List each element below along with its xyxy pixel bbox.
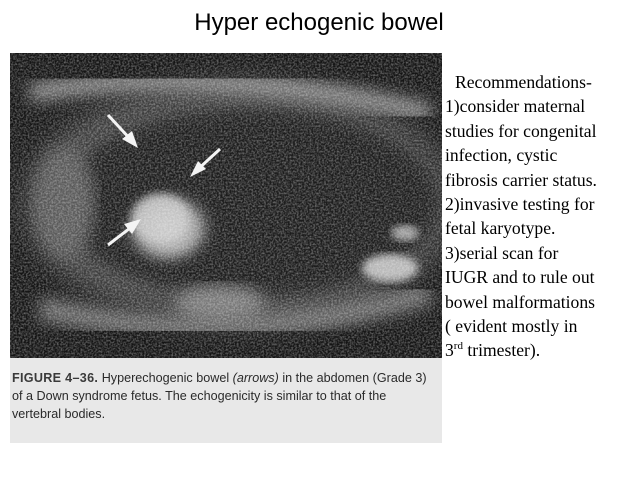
recommendation-line: fetal karyotype.: [445, 218, 556, 239]
recommendation-line: 1)consider maternal: [445, 96, 586, 117]
ultrasound-image: [10, 53, 442, 358]
trimester-text: trimester).: [462, 340, 541, 361]
recommendation-line: studies for congenital: [445, 120, 597, 141]
recommendation-line: ( evident mostly in: [445, 316, 578, 337]
recommendation-line: bowel malformations: [445, 291, 596, 312]
recommendations-text: [445, 70, 635, 363]
recommendation-line: IUGR and to rule out: [445, 267, 595, 288]
ordinal-number: 3: [445, 340, 454, 361]
recommendation-line: 3)serial scan for: [445, 242, 559, 263]
recommendation-line: fibrosis carrier status.: [445, 169, 597, 190]
recommendation-line: 2)invasive testing for: [445, 194, 595, 215]
caption-text: Hyperechogenic bowel: [101, 371, 230, 385]
caption-text: in the abdomen (Grade 3) of a Down syndrome fetus. The echogenicity is similar to that of the vertebral bodies.: [12, 371, 427, 421]
figure-caption: [12, 369, 438, 423]
figure-label: FIGURE 4–36.: [12, 371, 99, 385]
recommendation-line: infection, cystic: [445, 145, 558, 166]
caption-arrows: (arrows): [232, 371, 279, 385]
ordinal-suffix: rd: [453, 340, 463, 353]
recommendations-heading: Recommendations-: [455, 72, 592, 92]
recommendation-last-line: [445, 338, 635, 362]
slide-title: Hyper echogenic bowel: [194, 9, 444, 36]
ultrasound-figure: [10, 53, 442, 443]
